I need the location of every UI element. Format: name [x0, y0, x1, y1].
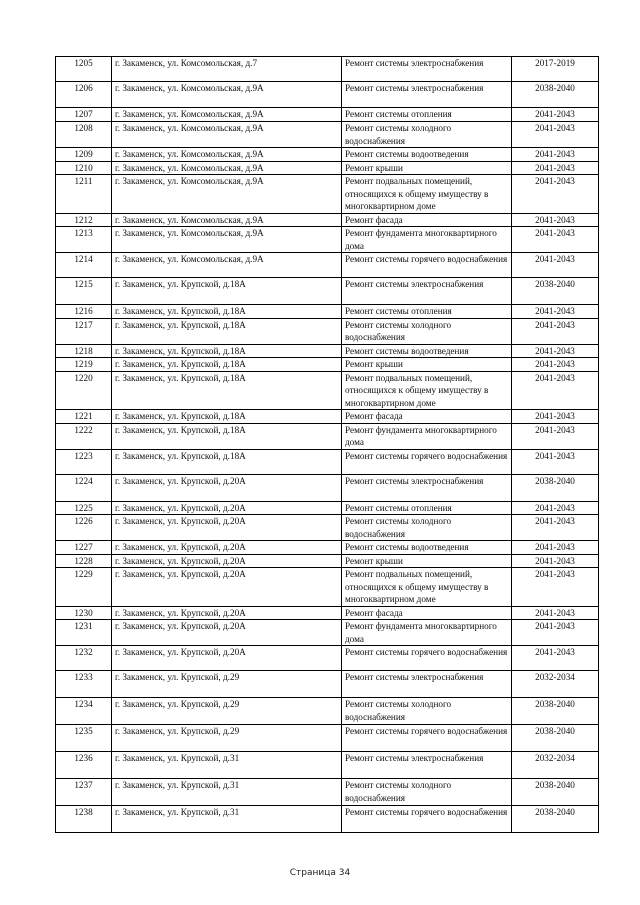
row-address: г. Закаменск, ул. Крупской, д.18А: [112, 358, 342, 372]
row-number: 1230: [56, 606, 112, 620]
row-number: 1229: [56, 568, 112, 607]
row-work-type: Ремонт крыши: [342, 554, 512, 568]
row-work-type: Ремонт крыши: [342, 161, 512, 175]
row-period: 2041-2043: [512, 108, 599, 122]
row-number: 1218: [56, 344, 112, 358]
row-period: 2041-2043: [512, 213, 599, 227]
row-address: г. Закаменск, ул. Комсомольская, д.7: [112, 57, 342, 82]
row-number: 1224: [56, 474, 112, 501]
row-period: 2041-2043: [512, 148, 599, 162]
row-work-type: Ремонт системы электроснабжения: [342, 752, 512, 779]
table-row: [56, 213, 599, 227]
row-work-type: Ремонт системы горячего водоснабжения: [342, 806, 512, 833]
row-number: 1211: [56, 175, 112, 214]
table-row: [56, 148, 599, 162]
row-address: г. Закаменск, ул. Комсомольская, д.9А: [112, 213, 342, 227]
row-period: 2041-2043: [512, 161, 599, 175]
row-number: 1231: [56, 620, 112, 646]
table-row: [56, 554, 599, 568]
row-period: 2041-2043: [512, 606, 599, 620]
row-address: г. Закаменск, ул. Крупской, д.18А: [112, 318, 342, 344]
row-number: 1222: [56, 423, 112, 449]
row-period: 2038-2040: [512, 806, 599, 833]
row-number: 1212: [56, 213, 112, 227]
row-address: г. Закаменск, ул. Крупской, д.20А: [112, 568, 342, 607]
row-work-type: Ремонт системы холодного водоснабжения: [342, 779, 512, 806]
table-row: [56, 779, 599, 806]
row-number: 1223: [56, 449, 112, 474]
row-period: 2041-2043: [512, 646, 599, 671]
row-period: 2041-2043: [512, 554, 599, 568]
row-period: 2041-2043: [512, 227, 599, 253]
row-address: г. Закаменск, ул. Крупской, д.20А: [112, 474, 342, 501]
table-row: [56, 752, 599, 779]
table-row: [56, 474, 599, 501]
row-work-type: Ремонт подвальных помещений, относящихся к общему имуществу в многоквартирном доме: [342, 175, 512, 214]
row-work-type: Ремонт системы электроснабжения: [342, 57, 512, 82]
row-number: 1210: [56, 161, 112, 175]
row-work-type: Ремонт системы холодного водоснабжения: [342, 318, 512, 344]
row-number: 1237: [56, 779, 112, 806]
row-number: 1221: [56, 410, 112, 424]
table-row: [56, 671, 599, 698]
row-address: г. Закаменск, ул. Комсомольская, д.9А: [112, 161, 342, 175]
row-address: г. Закаменск, ул. Крупской, д.29: [112, 671, 342, 698]
row-address: г. Закаменск, ул. Крупской, д.20А: [112, 620, 342, 646]
table-row: [56, 501, 599, 515]
table-row: [56, 371, 599, 410]
row-number: 1209: [56, 148, 112, 162]
row-number: 1225: [56, 501, 112, 515]
row-number: 1234: [56, 698, 112, 725]
row-period: 2041-2043: [512, 568, 599, 607]
repair-schedule-table: [55, 56, 599, 833]
row-number: 1220: [56, 371, 112, 410]
row-number: 1232: [56, 646, 112, 671]
row-address: г. Закаменск, ул. Крупской, д.20А: [112, 501, 342, 515]
row-work-type: Ремонт фундамента многоквартирного дома: [342, 227, 512, 253]
row-address: г. Закаменск, ул. Крупской, д.31: [112, 752, 342, 779]
row-work-type: Ремонт системы отопления: [342, 305, 512, 319]
row-period: 2032-2034: [512, 671, 599, 698]
row-period: 2041-2043: [512, 515, 599, 541]
row-work-type: Ремонт системы горячего водоснабжения: [342, 253, 512, 278]
row-period: 2038-2040: [512, 82, 599, 108]
row-address: г. Закаменск, ул. Крупской, д.20А: [112, 606, 342, 620]
row-number: 1236: [56, 752, 112, 779]
row-work-type: Ремонт фундамента многоквартирного дома: [342, 620, 512, 646]
row-work-type: Ремонт системы водоотведения: [342, 344, 512, 358]
row-period: 2038-2040: [512, 278, 599, 305]
table-row: [56, 318, 599, 344]
row-address: г. Закаменск, ул. Крупской, д.20А: [112, 515, 342, 541]
table-row: [56, 606, 599, 620]
row-number: 1214: [56, 253, 112, 278]
row-period: 2038-2040: [512, 725, 599, 752]
row-number: 1228: [56, 554, 112, 568]
table-row: [56, 108, 599, 122]
table-body: [56, 57, 599, 833]
row-work-type: Ремонт крыши: [342, 358, 512, 372]
row-work-type: Ремонт системы электроснабжения: [342, 278, 512, 305]
row-address: г. Закаменск, ул. Комсомольская, д.9А: [112, 253, 342, 278]
row-period: 2041-2043: [512, 501, 599, 515]
row-address: г. Закаменск, ул. Комсомольская, д.9А: [112, 108, 342, 122]
row-number: 1219: [56, 358, 112, 372]
row-work-type: Ремонт системы холодного водоснабжения: [342, 515, 512, 541]
table-row: [56, 698, 599, 725]
row-address: г. Закаменск, ул. Крупской, д.31: [112, 806, 342, 833]
row-period: 2041-2043: [512, 175, 599, 214]
row-work-type: Ремонт системы электроснабжения: [342, 82, 512, 108]
table-row: [56, 305, 599, 319]
table-row: [56, 358, 599, 372]
row-number: 1227: [56, 541, 112, 555]
row-period: 2038-2040: [512, 779, 599, 806]
table-row: [56, 515, 599, 541]
row-work-type: Ремонт подвальных помещений, относящихся к общему имуществу в многоквартирном доме: [342, 371, 512, 410]
table-row: [56, 175, 599, 214]
row-number: 1238: [56, 806, 112, 833]
row-address: г. Закаменск, ул. Крупской, д.29: [112, 725, 342, 752]
table-row: [56, 253, 599, 278]
row-period: 2017-2019: [512, 57, 599, 82]
row-work-type: Ремонт системы электроснабжения: [342, 474, 512, 501]
row-work-type: Ремонт фасада: [342, 606, 512, 620]
row-period: 2041-2043: [512, 371, 599, 410]
row-number: 1235: [56, 725, 112, 752]
table-row: [56, 227, 599, 253]
table-row: [56, 806, 599, 833]
row-work-type: Ремонт системы водоотведения: [342, 148, 512, 162]
row-work-type: Ремонт системы отопления: [342, 501, 512, 515]
row-period: 2041-2043: [512, 410, 599, 424]
row-address: г. Закаменск, ул. Крупской, д.18А: [112, 410, 342, 424]
row-address: г. Закаменск, ул. Крупской, д.20А: [112, 541, 342, 555]
row-number: 1233: [56, 671, 112, 698]
page-number: Страница 34: [289, 868, 351, 878]
table-row: [56, 161, 599, 175]
row-number: 1208: [56, 122, 112, 148]
row-number: 1213: [56, 227, 112, 253]
table-row: [56, 646, 599, 671]
table-row: [56, 278, 599, 305]
row-period: 2041-2043: [512, 423, 599, 449]
row-work-type: Ремонт системы электроснабжения: [342, 671, 512, 698]
row-period: 2041-2043: [512, 344, 599, 358]
row-number: 1216: [56, 305, 112, 319]
row-period: 2041-2043: [512, 318, 599, 344]
row-address: г. Закаменск, ул. Комсомольская, д.9А: [112, 227, 342, 253]
row-address: г. Закаменск, ул. Крупской, д.18А: [112, 449, 342, 474]
table-row: [56, 449, 599, 474]
row-number: 1206: [56, 82, 112, 108]
row-work-type: Ремонт системы горячего водоснабжения: [342, 646, 512, 671]
row-address: г. Закаменск, ул. Крупской, д.29: [112, 698, 342, 725]
table-row: [56, 82, 599, 108]
table-row: [56, 57, 599, 82]
row-address: г. Закаменск, ул. Комсомольская, д.9А: [112, 122, 342, 148]
table-row: [56, 410, 599, 424]
row-period: 2032-2034: [512, 752, 599, 779]
row-period: 2038-2040: [512, 698, 599, 725]
row-address: г. Закаменск, ул. Крупской, д.20А: [112, 646, 342, 671]
row-address: г. Закаменск, ул. Комсомольская, д.9А: [112, 148, 342, 162]
row-number: 1217: [56, 318, 112, 344]
row-address: г. Закаменск, ул. Крупской, д.18А: [112, 278, 342, 305]
row-period: 2041-2043: [512, 253, 599, 278]
row-period: 2041-2043: [512, 449, 599, 474]
row-work-type: Ремонт фасада: [342, 213, 512, 227]
row-address: г. Закаменск, ул. Крупской, д.18А: [112, 423, 342, 449]
table-row: [56, 541, 599, 555]
row-work-type: Ремонт подвальных помещений, относящихся к общему имуществу в многоквартирном доме: [342, 568, 512, 607]
row-work-type: Ремонт фасада: [342, 410, 512, 424]
row-work-type: Ремонт системы отопления: [342, 108, 512, 122]
row-address: г. Закаменск, ул. Комсомольская, д.9А: [112, 82, 342, 108]
row-address: г. Закаменск, ул. Крупской, д.20А: [112, 554, 342, 568]
table-row: [56, 423, 599, 449]
row-period: 2041-2043: [512, 305, 599, 319]
row-address: г. Закаменск, ул. Крупской, д.18А: [112, 371, 342, 410]
row-work-type: Ремонт системы холодного водоснабжения: [342, 122, 512, 148]
row-work-type: Ремонт системы водоотведения: [342, 541, 512, 555]
row-number: 1215: [56, 278, 112, 305]
row-period: 2041-2043: [512, 122, 599, 148]
row-number: 1205: [56, 57, 112, 82]
row-number: 1207: [56, 108, 112, 122]
row-period: 2041-2043: [512, 541, 599, 555]
row-address: г. Закаменск, ул. Комсомольская, д.9А: [112, 175, 342, 214]
row-address: г. Закаменск, ул. Крупской, д.18А: [112, 344, 342, 358]
row-number: 1226: [56, 515, 112, 541]
row-work-type: Ремонт системы горячего водоснабжения: [342, 449, 512, 474]
table-row: [56, 620, 599, 646]
table-row: [56, 568, 599, 607]
row-address: г. Закаменск, ул. Крупской, д.18А: [112, 305, 342, 319]
row-work-type: Ремонт системы холодного водоснабжения: [342, 698, 512, 725]
row-work-type: Ремонт системы горячего водоснабжения: [342, 725, 512, 752]
row-address: г. Закаменск, ул. Крупской, д.31: [112, 779, 342, 806]
row-period: 2038-2040: [512, 474, 599, 501]
table-row: [56, 122, 599, 148]
row-work-type: Ремонт фундамента многоквартирного дома: [342, 423, 512, 449]
table-row: [56, 725, 599, 752]
row-period: 2041-2043: [512, 358, 599, 372]
row-period: 2041-2043: [512, 620, 599, 646]
table-row: [56, 344, 599, 358]
